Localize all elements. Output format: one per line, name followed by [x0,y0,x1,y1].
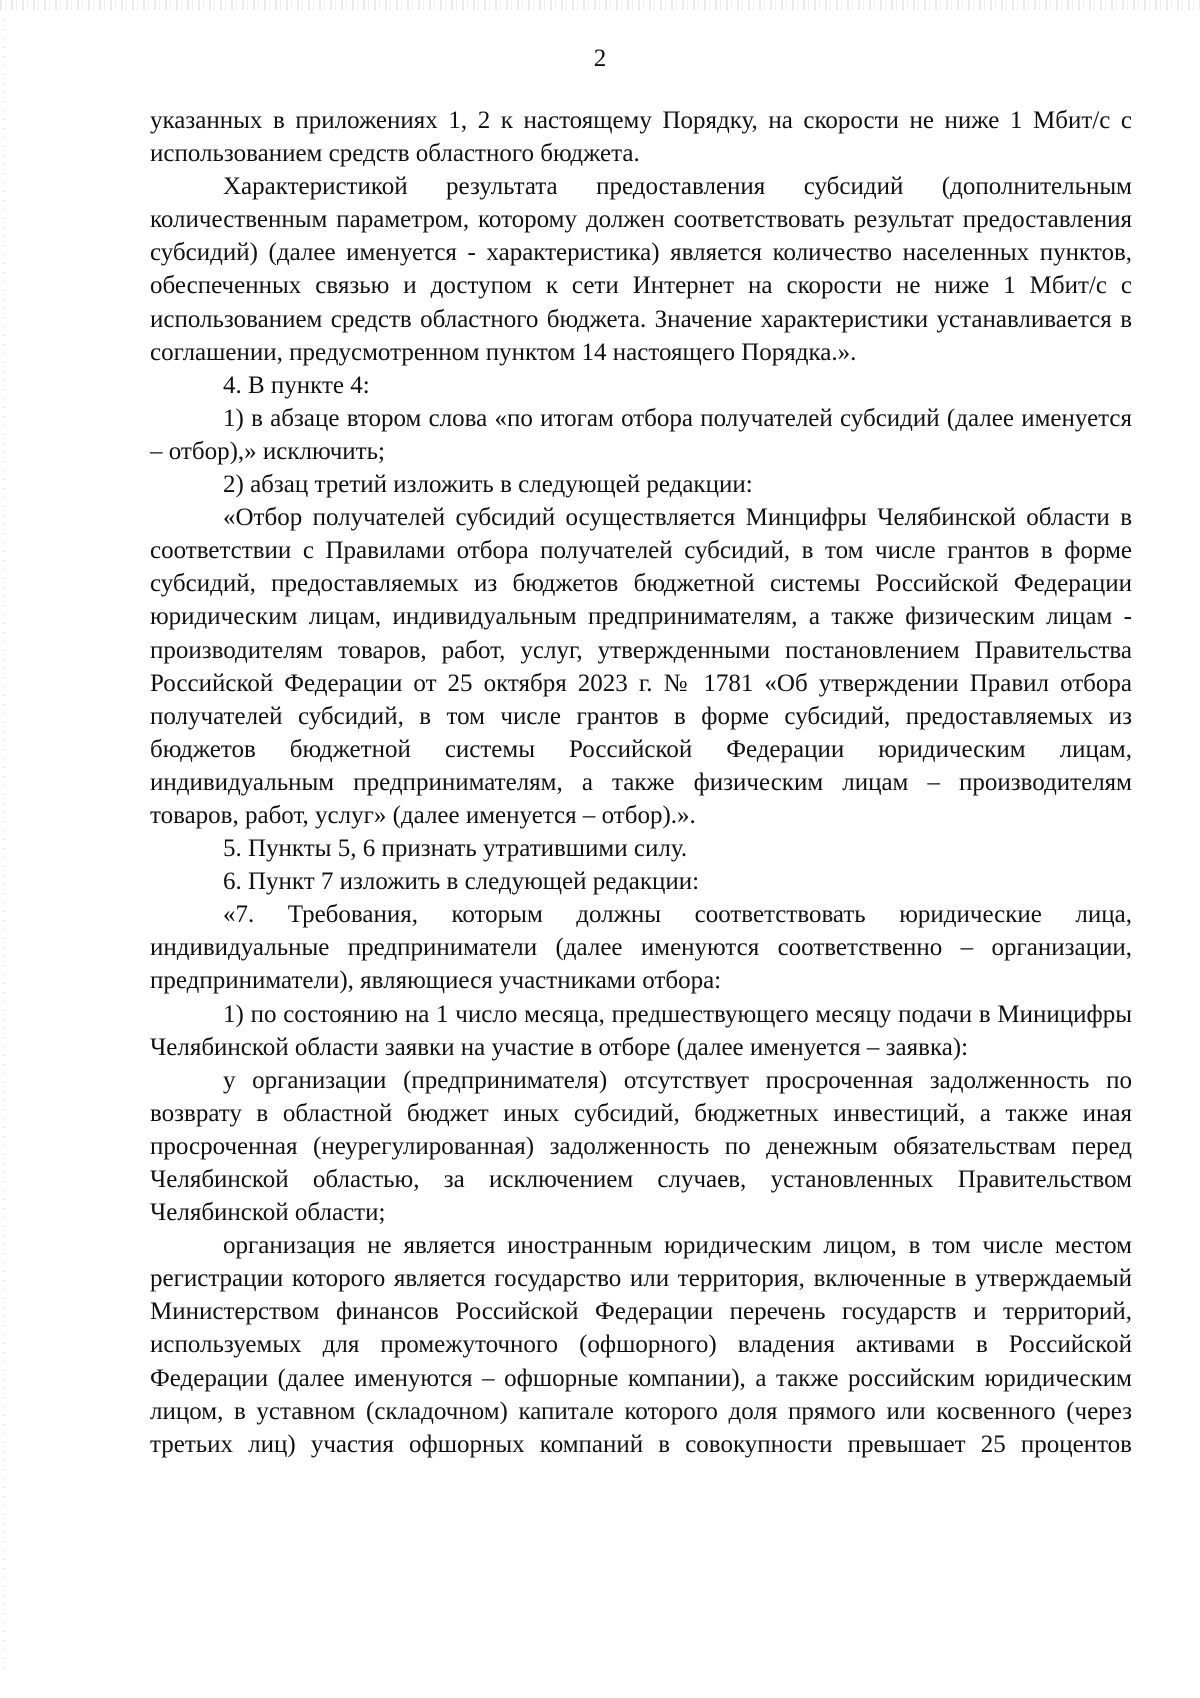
page-number: 2 [593,45,607,72]
paragraph: «Отбор получателей субсидий осуществляется Минцифры Челябинской области в соответствии с Правилами отбора получателей субсидий, в том числе грантов в форме субсидий, предоставляемых из бюджетов бюджетной системы Российской Федерации юридическим лицам, индивидуальным предпринимателям, а также физическим лицам - производителям товаров, работ, услуг, утвержденными постановлением Правительства Российской Федерации от 25 октября 2023 г. № 1781 «Об утверждении Правил отбора получателей субсидий, в том числе грантов в форме субсидий, предоставляемых из бюджетов бюджетной системы Российской Федерации юридическим лицам, индивидуальным предпринимателям, а также физическим лицам – производителям товаров, работ, услуг» (далее именуется – отбор).». [150,504,1132,829]
paragraph: 6. Пункт 7 изложить в следующей редакции: [223,868,700,896]
paragraph: у организации (предпринимателя) отсутствует просроченная задолженность по возврату в областной бюджет иных субсидий, бюджетных инвестиций, а также иная просроченная (неурегулированная) задолженность по денежным обязательствам перед Челябинской областью, за исключением случаев, установленных Правительством Челябинской области; [150,1066,1132,1227]
paragraph: указанных в приложениях 1, 2 к настоящему Порядку, на скорости не ниже 1 Мбит/с с использованием средств областного бюджета. [150,107,1132,168]
scan-edge-artifact [2,20,6,1670]
document-body [150,104,1132,1461]
paragraph: 1) в абзаце втором слова «по итогам отбора получателей субсидий (далее именуется – отбор),» исключить; [150,404,1132,465]
scan-edge-artifact [0,0,1200,10]
paragraph: Характеристикой результата предоставления субсидий (дополнительным количественным параметром, которому должен соответствовать результат предоставления субсидий) (далее именуется - характеристика) является количество населенных пунктов, обеспеченных связью и доступом к сети Интернет на скорости не ниже 1 Мбит/с с использованием средств областного бюджета. Значение характеристики устанавливается в соглашении, предусмотренном пунктом 14 настоящего Порядка.». [150,173,1132,366]
paragraph: 5. Пункты 5, 6 признать утратившими силу. [223,835,688,863]
paragraph: организация не является иностранным юридическим лицом, в том числе местом регистрации которого является государство или территория, включенные в утверждаемый Министерством финансов Российской Федерации перечень государств и территорий, используемых для промежуточного (офшорного) владения активами в Российской Федерации (далее именуются – офшорные компании), а также российским юридическим лицом, в уставном (складочном) капитале которого доля прямого или косвенного (через третьих лиц) участия офшорных компаний в совокупности превышает 25 процентов [150,1232,1132,1458]
paragraph: 4. В пункте 4: [223,371,370,399]
paragraph: «7. Требования, которым должны соответствовать юридические лица, индивидуальные предприниматели (далее именуются соответственно – организации, предприниматели), являющиеся участниками отбора: [150,901,1132,995]
paragraph: 2) абзац третий изложить в следующей редакции: [223,471,753,499]
paragraph: 1) по состоянию на 1 число месяца, предшествующего месяцу подачи в Миницифры Челябинской области заявки на участие в отборе (далее именуется – заявка): [150,1000,1132,1061]
